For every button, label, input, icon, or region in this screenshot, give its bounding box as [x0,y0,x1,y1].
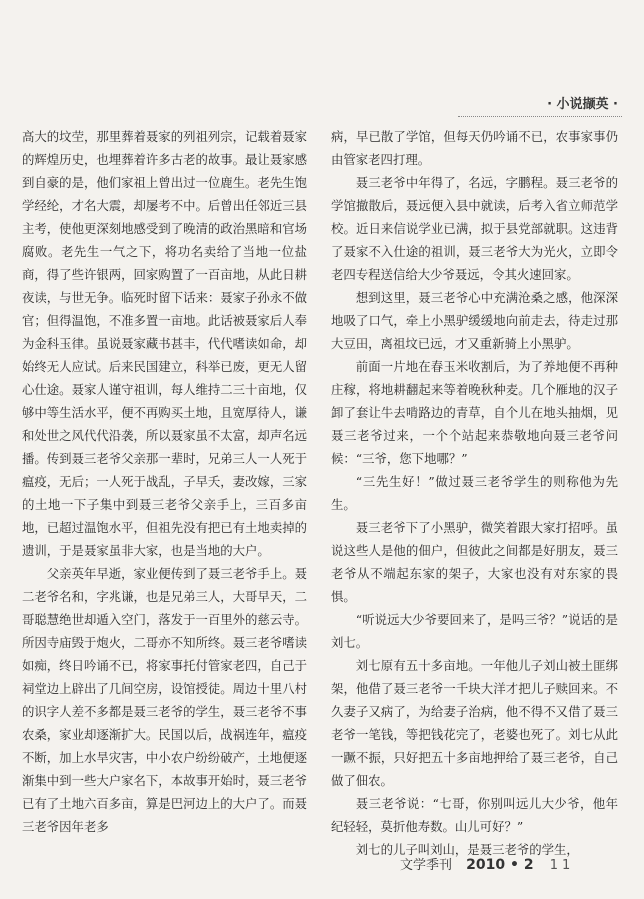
paragraph: 高大的坟茔，那里葬着聂家的列祖列宗，记载着聂家的辉煌历史，也埋葬着许多古老的故事。最让聂家感到自豪的是，他们家祖上曾出过一位鹿生。老先生饱学经纶，才名大震，却屡考不中。后曾出任邻近三县主考，使他更深刻地感受到了晚清的政治黑暗和官场腐败。老先生一气之下，将功名卖给了当地一位盐商，得了些许银两，回家购置了一百亩地，从此日耕夜读，与世无争。临死时留下话来：聂家子孙永不做官；但得温饱，不准多置一亩地。此话被聂家后人奉为金科玉律。虽说聂家藏书甚丰，代代嗜读如命，却始终无人应试。后来民国建立，科举已废，更无人留心仕途。聂家人谨守祖训，每人维持二三十亩地，仅够中等生活水平，便不再购买土地，且宽厚待人，谦和处世之风代代沿袭，所以聂家虽不太富，却声名远播。传到聂三老爷父亲那一辈时，兄弟三人一人死于瘟疫，无后；一人死于战乱，子早夭，妻改嫁，三家的土地一下子集中到聂三老爷父亲手上，三百多亩地，已超过温饱水平，但祖先没有把已有土地卖掉的遗训，于是聂家虽非大家，也是当地的大户。 [22,129,307,558]
paragraph: 想到这里，聂三老爷心中充满沧桑之感，他深深地吸了口气，牵上小黑驴缓缓地向前走去，待走过那大豆田，离祖坟已远，才又重新骑上小黑驴。 [331,290,618,351]
paragraph: 聂三老爷说：“七哥，你别叫远儿大少爷，他年纪轻轻，莫折他寿数。山儿可好？” [331,796,618,834]
paragraph: 父亲英年早逝，家业便传到了聂三老爷手上。聂二老爷名和，字兆谦，也是兄弟三人，大哥早天，二哥聪慧绝世却遁入空门，落发于一百里外的慈云寺。所因寺庙毁于炮火，二哥亦不知所终。聂三老爷嗜读如痴，终日吟诵不已，将家事托付管家老四，自己于祠堂边上辟出了几间空房，设馆授徒。周边十里八村的识字人差不多都是聂三老爷的学生，聂三老爷不事农桑，家业却逐渐扩大。民国以后，战祸连年，瘟疫不断，加上水旱灾害，中小农户纷纷破产，土地便逐渐集中到一些大户家名下，本故事开始时，聂三老爷已有了土地六百多亩，算是巴河边上的大户了。而聂三老爷因年老多 [22,566,307,834]
right-column [331,125,618,861]
paragraph: 聂三老爷下了小黑驴，微笑着跟大家打招呼。虽说这些人是他的佃户，但彼此之间都是好朋友，聂三老爷从不端起东家的架子，大家也没有对东家的畏惧。 [331,520,618,604]
journal-name: 文学季刊 [400,858,453,873]
paragraph: 聂三老爷中年得了，名远，字鹏程。聂三老爷的学馆撤散后，聂远便入县中就读，后考入省立师范学校。近日来信说学业已满，拟于县党部就职。这违背了聂家不入仕途的祖训，聂三老爷大为光火，立即令老四专程送信给大少爷聂远，令其火速回家。 [331,175,618,282]
paragraph: 病，早已散了学馆，但每天仍吟诵不已，农事家事仍由管家老四打理。 [331,129,618,167]
issue-number: 2010 • 2 [466,857,534,873]
left-column [22,125,307,838]
paragraph: 刘七的儿子叫刘山，是聂三老爷的学生， [355,842,579,857]
page-footer [400,854,574,873]
paragraph: 刘七原有五十多亩地。一年他儿子刘山被土匪绑架，他借了聂三老爷一千块大洋才把儿子赎回来。不久妻子又病了，为给妻子治病，他不得不又借了聂三老爷一笔钱，等把钱花完了，老婆也死了。刘七从此一蹶不振，只好把五十多亩地押给了聂三老爷，自己做了佃农。 [331,658,618,788]
page-number: 11 [549,858,575,873]
paragraph: 前面一片地在春玉米收割后，为了养地便不再种庄稼，将地耕翻起来等着晚秋种麦。几个雁地的汉子卸了套让牛去啃路边的青草，自个儿在地头抽烟，见聂三老爷过来，一个个站起来恭敬地向聂三老爷问候：“三爷，您下地哪？” [331,359,618,466]
section-tag: · 小说撷英 · [547,97,618,112]
paragraph: “三先生好！”做过聂三老爷学生的则称他为先生。 [331,474,618,512]
header-divider [458,116,622,117]
paragraph: “听说远大少爷要回来了，是吗三爷？”说话的是刘七。 [331,612,618,650]
